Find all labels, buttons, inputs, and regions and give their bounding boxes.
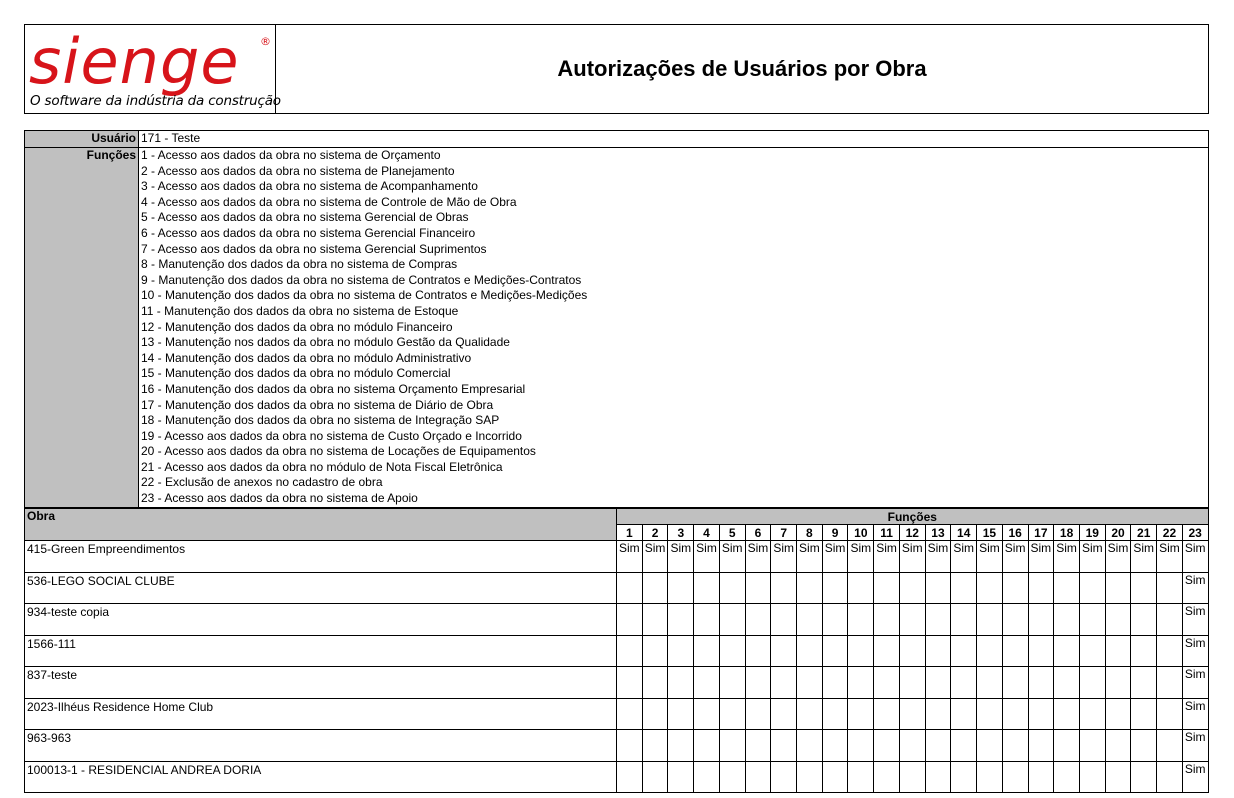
authorization-cell xyxy=(745,635,771,667)
function-number-header: 21 xyxy=(1131,525,1157,541)
authorization-cell xyxy=(1131,572,1157,604)
authorization-cell: Sim xyxy=(694,541,720,573)
function-item: 13 - Manutenção nos dados da obra no módulo Gestão da Qualidade xyxy=(141,335,510,350)
authorization-cell xyxy=(1054,572,1080,604)
authorization-cell xyxy=(745,761,771,793)
authorization-cell: Sim xyxy=(1028,541,1054,573)
svg-text:®: ® xyxy=(260,35,271,48)
table-row xyxy=(25,541,1209,573)
authorization-cell xyxy=(899,572,925,604)
authorization-cell: Sim xyxy=(1002,541,1028,573)
function-item: 1 - Acesso aos dados da obra no sistema de Orçamento xyxy=(141,148,441,162)
function-number-header: 3 xyxy=(668,525,694,541)
table-row xyxy=(25,698,1209,730)
function-number-header: 1 xyxy=(617,525,643,541)
user-row xyxy=(25,131,1209,148)
authorization-cell xyxy=(951,730,977,762)
function-number-header: 14 xyxy=(951,525,977,541)
user-label: Usuário xyxy=(25,131,139,148)
authorization-cell xyxy=(1131,635,1157,667)
function-item: 12 - Manutenção dos dados da obra no módulo Financeiro xyxy=(141,319,453,334)
authorization-cell xyxy=(797,698,823,730)
authorization-cell xyxy=(1002,761,1028,793)
authorization-cell xyxy=(951,604,977,636)
authorization-cell xyxy=(899,730,925,762)
authorization-cell xyxy=(1131,667,1157,699)
authorization-cell xyxy=(977,667,1003,699)
function-number-header: 23 xyxy=(1182,525,1208,541)
authorization-cell xyxy=(822,698,848,730)
authorization-cell xyxy=(977,604,1003,636)
authorization-cell xyxy=(977,730,1003,762)
authorization-cell: Sim xyxy=(668,541,694,573)
table-row xyxy=(25,604,1209,636)
authorization-cell xyxy=(771,667,797,699)
authorization-cell xyxy=(848,667,874,699)
authorization-cell: Sim xyxy=(1182,761,1208,793)
function-number-header: 10 xyxy=(848,525,874,541)
authorization-cell xyxy=(797,604,823,636)
authorization-cell xyxy=(1157,604,1183,636)
authorization-cell: Sim xyxy=(1182,698,1208,730)
authorization-cell: Sim xyxy=(1182,635,1208,667)
authorization-cell: Sim xyxy=(797,541,823,573)
table-row xyxy=(25,572,1209,604)
authorization-cell xyxy=(899,604,925,636)
authorization-cell xyxy=(617,635,643,667)
authorization-cell xyxy=(1079,667,1105,699)
authorization-cell xyxy=(899,635,925,667)
function-number-header: 11 xyxy=(874,525,900,541)
function-item: 2 - Acesso aos dados da obra no sistema de Planejamento xyxy=(141,163,455,178)
authorization-cell xyxy=(1054,698,1080,730)
authorization-cell: Sim xyxy=(1079,541,1105,573)
authorization-cell: Sim xyxy=(925,541,951,573)
function-item: 21 - Acesso aos dados da obra no módulo de Nota Fiscal Eletrônica xyxy=(141,459,503,474)
authorization-cell xyxy=(899,698,925,730)
function-number-header: 13 xyxy=(925,525,951,541)
authorization-cell: Sim xyxy=(1131,541,1157,573)
obra-name: 837-teste xyxy=(25,667,617,699)
obra-name: 1566-111 xyxy=(25,635,617,667)
authorization-cell xyxy=(642,730,668,762)
authorization-cell xyxy=(1028,635,1054,667)
table-row xyxy=(25,667,1209,699)
function-number-header: 20 xyxy=(1105,525,1131,541)
authorization-cell xyxy=(668,604,694,636)
function-number-header: 8 xyxy=(797,525,823,541)
functions-row xyxy=(25,148,1209,508)
obra-name: 934-teste copia xyxy=(25,604,617,636)
function-item: 4 - Acesso aos dados da obra no sistema de Controle de Mão de Obra xyxy=(141,194,517,209)
authorization-cell xyxy=(1054,730,1080,762)
authorization-cell xyxy=(1028,604,1054,636)
function-item: 5 - Acesso aos dados da obra no sistema Gerencial de Obras xyxy=(141,210,469,225)
function-number-header: 9 xyxy=(822,525,848,541)
authorization-cell xyxy=(642,698,668,730)
authorization-cell xyxy=(848,604,874,636)
authorization-cell: Sim xyxy=(822,541,848,573)
authorization-cell xyxy=(822,761,848,793)
authorization-cell xyxy=(1157,572,1183,604)
authorization-cell xyxy=(1105,730,1131,762)
authorization-cell xyxy=(797,730,823,762)
authorization-cell xyxy=(1131,730,1157,762)
authorization-cell xyxy=(951,635,977,667)
authorization-cell xyxy=(1131,761,1157,793)
authorization-cell xyxy=(1054,635,1080,667)
authorization-cell xyxy=(771,730,797,762)
authorization-cell: Sim xyxy=(617,541,643,573)
obra-name: 415-Green Empreendimentos xyxy=(25,541,617,573)
authorization-cell xyxy=(771,572,797,604)
authorization-cell xyxy=(1105,604,1131,636)
table-row xyxy=(25,761,1209,793)
authorization-cell xyxy=(874,635,900,667)
authorization-cell xyxy=(951,572,977,604)
authorization-cell: Sim xyxy=(848,541,874,573)
authorization-cell xyxy=(1002,572,1028,604)
authorization-cell xyxy=(771,761,797,793)
authorization-cell xyxy=(848,572,874,604)
authorization-cell xyxy=(1105,761,1131,793)
authorization-cell: Sim xyxy=(1182,730,1208,762)
authorization-cell: Sim xyxy=(771,541,797,573)
authorization-cell xyxy=(874,730,900,762)
authorization-cell xyxy=(642,635,668,667)
function-item: 15 - Manutenção dos dados da obra no módulo Comercial xyxy=(141,366,451,381)
function-number-header: 18 xyxy=(1054,525,1080,541)
function-item: 11 - Manutenção dos dados da obra no sistema de Estoque xyxy=(141,303,459,318)
authorization-cell xyxy=(694,667,720,699)
authorization-cell: Sim xyxy=(977,541,1003,573)
authorization-cell xyxy=(797,761,823,793)
authorization-cell xyxy=(719,761,745,793)
function-number-header: 17 xyxy=(1028,525,1054,541)
authorization-cell xyxy=(719,635,745,667)
table-row xyxy=(25,635,1209,667)
authorization-cell xyxy=(771,604,797,636)
function-number-header: 7 xyxy=(771,525,797,541)
authorization-cell xyxy=(642,604,668,636)
authorization-cell xyxy=(617,730,643,762)
function-item: 23 - Acesso aos dados da obra no sistema de Apoio xyxy=(141,491,418,506)
authorization-cell xyxy=(874,761,900,793)
authorization-cell xyxy=(642,667,668,699)
user-value: 171 - Teste xyxy=(139,131,1209,148)
authorization-cell xyxy=(694,761,720,793)
obra-name: 100013-1 - RESIDENCIAL ANDREA DORIA xyxy=(25,761,617,793)
authorization-cell xyxy=(951,667,977,699)
authorization-cell: Sim xyxy=(1054,541,1080,573)
authorization-cell xyxy=(1157,698,1183,730)
authorization-cell xyxy=(1131,698,1157,730)
authorization-cell: Sim xyxy=(1182,604,1208,636)
authorization-cell xyxy=(1157,730,1183,762)
authorization-cell xyxy=(694,572,720,604)
authorization-cell xyxy=(1002,730,1028,762)
authorization-cell xyxy=(694,730,720,762)
function-item: 3 - Acesso aos dados da obra no sistema de Acompanhamento xyxy=(141,179,478,194)
authorization-cell: Sim xyxy=(1182,541,1208,573)
authorization-cell xyxy=(745,572,771,604)
authorization-cell xyxy=(668,698,694,730)
function-number-header: 12 xyxy=(899,525,925,541)
authorization-cell xyxy=(1079,761,1105,793)
authorization-cell xyxy=(1002,604,1028,636)
authorization-cell xyxy=(848,761,874,793)
authorization-cell: Sim xyxy=(899,541,925,573)
authorization-cell xyxy=(1002,667,1028,699)
authorization-cell xyxy=(797,667,823,699)
authorization-cell xyxy=(617,572,643,604)
authorization-cell xyxy=(1157,761,1183,793)
authorization-cell xyxy=(771,698,797,730)
function-number-header: 6 xyxy=(745,525,771,541)
report-header xyxy=(24,24,1209,114)
authorization-cell xyxy=(797,572,823,604)
function-item: 14 - Manutenção dos dados da obra no módulo Administrativo xyxy=(141,350,472,365)
authorization-cell xyxy=(925,667,951,699)
authorization-cell: Sim xyxy=(951,541,977,573)
authorization-cell xyxy=(1079,572,1105,604)
authorization-cell xyxy=(797,635,823,667)
authorization-cell xyxy=(874,667,900,699)
function-item: 6 - Acesso aos dados da obra no sistema Gerencial Financeiro xyxy=(141,225,476,240)
functions-list xyxy=(139,148,1209,508)
function-number-header: 15 xyxy=(977,525,1003,541)
function-number-header: 2 xyxy=(642,525,668,541)
function-item: 17 - Manutenção dos dados da obra no sistema de Diário de Obra xyxy=(141,397,494,412)
authorization-cell xyxy=(822,667,848,699)
authorization-cell xyxy=(848,730,874,762)
authorization-cell xyxy=(899,761,925,793)
authorization-cell xyxy=(1028,667,1054,699)
authorization-cell: Sim xyxy=(1182,667,1208,699)
authorization-cell: Sim xyxy=(719,541,745,573)
authorization-cell xyxy=(668,572,694,604)
authorization-cell: Sim xyxy=(1182,572,1208,604)
obra-header: Obra xyxy=(25,509,617,541)
authorization-cell: Sim xyxy=(745,541,771,573)
authorization-cell xyxy=(1079,730,1105,762)
authorization-cell xyxy=(977,761,1003,793)
authorization-cell xyxy=(1054,667,1080,699)
function-item: 18 - Manutenção dos dados da obra no sistema de Integração SAP xyxy=(141,413,500,428)
authorization-cell xyxy=(694,698,720,730)
authorization-cell xyxy=(719,667,745,699)
authorization-cell xyxy=(977,698,1003,730)
table-row xyxy=(25,730,1209,762)
authorization-cell xyxy=(719,730,745,762)
authorization-cell xyxy=(617,604,643,636)
authorization-cell xyxy=(771,635,797,667)
authorization-cell xyxy=(925,761,951,793)
authorization-cell xyxy=(822,730,848,762)
authorization-cell xyxy=(617,667,643,699)
authorization-cell xyxy=(668,761,694,793)
authorization-cell xyxy=(1079,698,1105,730)
authorization-cell xyxy=(925,635,951,667)
authorization-cell xyxy=(694,604,720,636)
function-number-header: 5 xyxy=(719,525,745,541)
authorization-cell xyxy=(1157,667,1183,699)
authorization-cell xyxy=(822,572,848,604)
obra-name: 2023-Ilhéus Residence Home Club xyxy=(25,698,617,730)
user-info-table xyxy=(24,130,1209,508)
function-item: 9 - Manutenção dos dados da obra no sistema de Contratos e Medições-Contratos xyxy=(141,272,582,287)
authorization-cell xyxy=(1028,761,1054,793)
authorization-cell xyxy=(1054,761,1080,793)
authorization-cell xyxy=(745,604,771,636)
authorization-cell xyxy=(822,604,848,636)
authorization-cell xyxy=(874,572,900,604)
function-item: 7 - Acesso aos dados da obra no sistema Gerencial Suprimentos xyxy=(141,241,487,256)
authorization-cell xyxy=(874,698,900,730)
authorization-cell xyxy=(745,730,771,762)
authorization-cell: Sim xyxy=(874,541,900,573)
authorization-cell xyxy=(668,635,694,667)
svg-text:sienge: sienge xyxy=(29,25,240,98)
authorization-cell xyxy=(848,635,874,667)
authorization-cell xyxy=(617,698,643,730)
authorization-cell xyxy=(1002,698,1028,730)
authorization-cell xyxy=(668,730,694,762)
authorization-cell xyxy=(1028,698,1054,730)
function-item: 16 - Manutenção dos dados da obra no sistema Orçamento Empresarial xyxy=(141,381,526,396)
authorization-cell xyxy=(1105,698,1131,730)
function-number-header: 16 xyxy=(1002,525,1028,541)
authorization-cell xyxy=(617,761,643,793)
authorization-grid xyxy=(24,508,1209,793)
authorization-cell xyxy=(1028,572,1054,604)
function-number-header: 19 xyxy=(1079,525,1105,541)
authorization-cell xyxy=(1105,667,1131,699)
authorization-cell xyxy=(977,572,1003,604)
authorization-cell xyxy=(745,698,771,730)
function-item: 10 - Manutenção dos dados da obra no sistema de Contratos e Medições-Medições xyxy=(141,288,588,303)
authorization-cell xyxy=(925,730,951,762)
authorization-cell xyxy=(1079,604,1105,636)
authorization-cell xyxy=(925,604,951,636)
logo xyxy=(25,25,281,113)
page-title: Autorizações de Usuários por Obra xyxy=(557,56,927,81)
authorization-cell xyxy=(874,604,900,636)
sienge-logo-icon xyxy=(29,25,271,98)
authorization-cell xyxy=(668,667,694,699)
logo-tagline: O software da indústria da construção xyxy=(30,93,281,109)
authorization-cell xyxy=(745,667,771,699)
function-number-header: 22 xyxy=(1157,525,1183,541)
function-number-header: 4 xyxy=(694,525,720,541)
authorization-cell: Sim xyxy=(642,541,668,573)
authorization-cell xyxy=(848,698,874,730)
authorization-cell xyxy=(1105,635,1131,667)
authorization-cell xyxy=(822,635,848,667)
authorization-cell xyxy=(925,698,951,730)
authorization-cell xyxy=(1157,635,1183,667)
authorization-cell xyxy=(951,761,977,793)
authorization-cell xyxy=(642,572,668,604)
authorization-cell xyxy=(977,635,1003,667)
authorization-cell xyxy=(1054,604,1080,636)
obra-name: 963-963 xyxy=(25,730,617,762)
function-item: 22 - Exclusão de anexos no cadastro de obra xyxy=(141,475,383,490)
authorization-cell xyxy=(1105,572,1131,604)
authorization-cell xyxy=(642,761,668,793)
authorization-cell: Sim xyxy=(1157,541,1183,573)
functions-label: Funções xyxy=(25,148,139,508)
function-item: 19 - Acesso aos dados da obra no sistema de Custo Orçado e Incorrido xyxy=(141,428,522,443)
authorization-cell xyxy=(925,572,951,604)
function-item: 20 - Acesso aos dados da obra no sistema de Locações de Equipamentos xyxy=(141,444,536,459)
authorization-cell xyxy=(1079,635,1105,667)
authorization-cell xyxy=(719,572,745,604)
authorization-cell xyxy=(1002,635,1028,667)
authorization-cell xyxy=(1028,730,1054,762)
funcoes-header: Funções xyxy=(617,509,1209,525)
authorization-cell xyxy=(694,635,720,667)
function-item: 8 - Manutenção dos dados da obra no sistema de Compras xyxy=(141,257,458,272)
authorization-cell xyxy=(719,698,745,730)
authorization-cell xyxy=(1131,604,1157,636)
obra-name: 536-LEGO SOCIAL CLUBE xyxy=(25,572,617,604)
authorization-cell xyxy=(719,604,745,636)
authorization-cell xyxy=(899,667,925,699)
authorization-cell: Sim xyxy=(1105,541,1131,573)
authorization-cell xyxy=(951,698,977,730)
